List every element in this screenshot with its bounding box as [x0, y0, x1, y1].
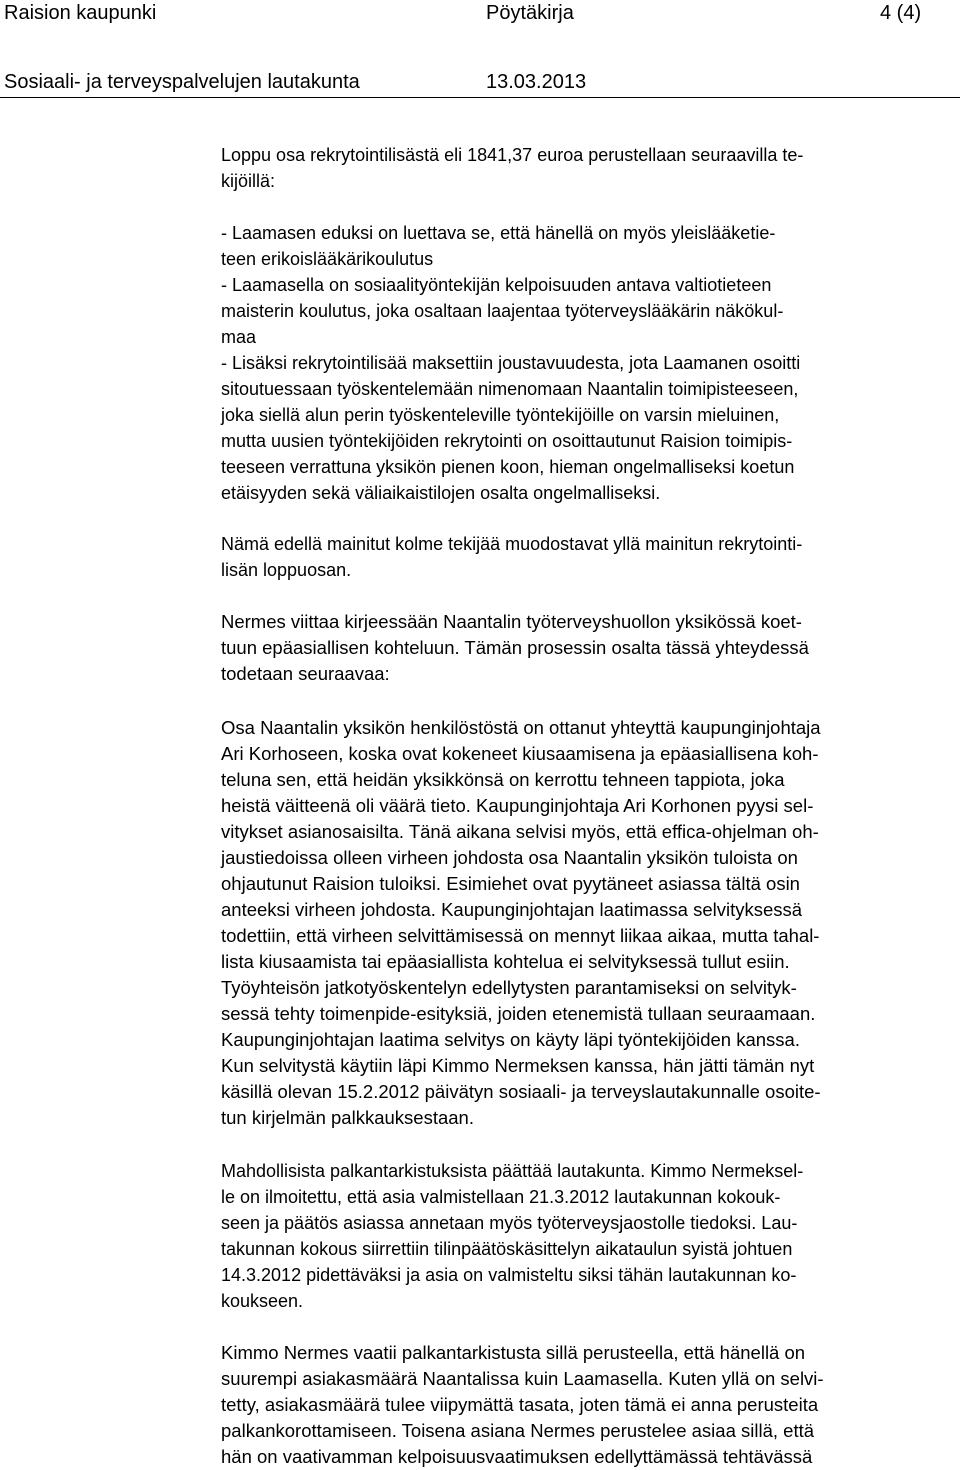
paragraph-investigation: Osa Naantalin yksikön henkilöstöstä on ottanut yhteyttä kaupunginjohtaja Ari Korhoseen, koska ovat kokeneet kiusaamisena ja epäasiallisena koh- teluna sen, että heidän yksikkönsä on kerrottu tehneen tappiota, joka heistä väitteenä oli väärä tieto. Kaupunginjohtaja Ari Korhonen pyysi sel- vitykset asianosaisilta. Tänä aikana selvisi myös, että effica-ohjelman oh- jaustiedoissa olleen virheen johdosta osa Naantalin yksikön tuloista on ohjautunut Raision tuloiksi. Esimiehet ovat pyytäneet asiassa tältä osin anteeksi virheen johdosta. Kaupunginjohtajan laatimassa selvityksessä todettiin, että virheen selvittämisessä on mennyt liikaa aikaa, mutta tahal- lista kiusaamista tai epäasiallista kohtelua ei selvityksessä tullut esiin. Työyhteisön jatkotyöskentelyn edellytysten parantamiseksi on selvityk- sessä tehty toimenpide-esityksiä, joiden etenemistä tullaan seuraamaan. Kaupunginjohtajan laatima selvitys on käyty läpi työntekijöiden kanssa. Kun selvitystä käytiin läpi Kimmo Nermeksen kanssa, hän jätti tämän nyt käsillä olevan 15.2.2012 päivätyn sosiaali- ja terveyslautakunnalle osoite- tun kirjelmän palkkauksestaan.	[221, 717, 821, 1128]
paragraph-justification-list: - Laamasen eduksi on luettava se, että hänellä on myös yleislääketie- teen erikoislääkärikoulutus - Laamasella on sosiaalityöntekijän kelpoisuuden antava valtiotieteen maisterin koulutus, joka osaltaan laajentaa työterveyslääkärin näkökul- maa - Lisäksi rekrytointilisää maksettiin joustavuudesta, jota Laamanen osoitti sitoutuessaan työskentelemään nimenomaan Naantalin toimipisteeseen, joka siellä alun perin työskenteleville työntekijöille on varsin mieluinen, mutta uusien työntekijöiden rekrytointi on osoittautunut Raision toimipis- teeseen verrattuna yksikön pienen koon, hieman ongelmalliseksi koetun etäisyyden sekä väliaikaistilojen osalta ongelmalliseksi.	[221, 223, 801, 503]
paragraph-recruitment-bonus: Loppu osa rekrytointilisästä eli 1841,37 euroa perustellaan seuraavilla te- kijöillä:	[221, 145, 804, 191]
paragraph-salary-review: Mahdollisista palkantarkistuksista päättää lautakunta. Kimmo Nermeksel- le on ilmoitettu, että asia valmistellaan 21.3.2012 lautakunnan kokouk- seen ja päätös asiassa annetaan myös työterveysjaostolle tiedoksi. Lau- takunnan kokous siirrettiin tilinpäätöskäsittelyn aikataulun syistä johtuen 14.3.2012 pidettäväksi ja asia on valmisteltu siksi tähän lautakunnan ko- koukseen.	[221, 1161, 804, 1311]
document-body	[221, 142, 959, 1470]
organization-name: Raision kaupunki	[4, 2, 157, 24]
page-header	[0, 0, 960, 106]
header-divider	[0, 97, 960, 98]
meeting-date: 13.03.2013	[486, 71, 587, 93]
board-name: Sosiaali- ja terveyspalvelujen lautakunta	[4, 71, 360, 93]
paragraph-summary: Nämä edellä mainitut kolme tekijää muodostavat yllä mainitun rekrytointi- lisän loppuosan.	[221, 534, 803, 580]
page-number: 4 (4)	[880, 2, 922, 24]
paragraph-mistreatment-claim: Nermes viittaa kirjeessään Naantalin työterveyshuollon yksikössä koet- tuun epäasiallisen kohteluun. Tämän prosessin osalta tässä yhteydessä todetaan seuraavaa:	[221, 611, 809, 684]
document-type: Pöytäkirja	[486, 2, 574, 24]
paragraph-salary-demand: Kimmo Nermes vaatii palkantarkistusta sillä perusteella, että hänellä on suurempi asiakasmäärä Naantalissa kuin Laamasella. Kuten yllä on selvi- tetty, asiakasmäärä tulee viipymättä tasata, joten tämä ei anna perusteita palkankorottamiseen. Toisena asiana Nermes perustelee asiaa sillä, että hän on vaativamman kelpoisuusvaatimuksen edellyttämässä tehtävässä	[221, 1342, 824, 1467]
